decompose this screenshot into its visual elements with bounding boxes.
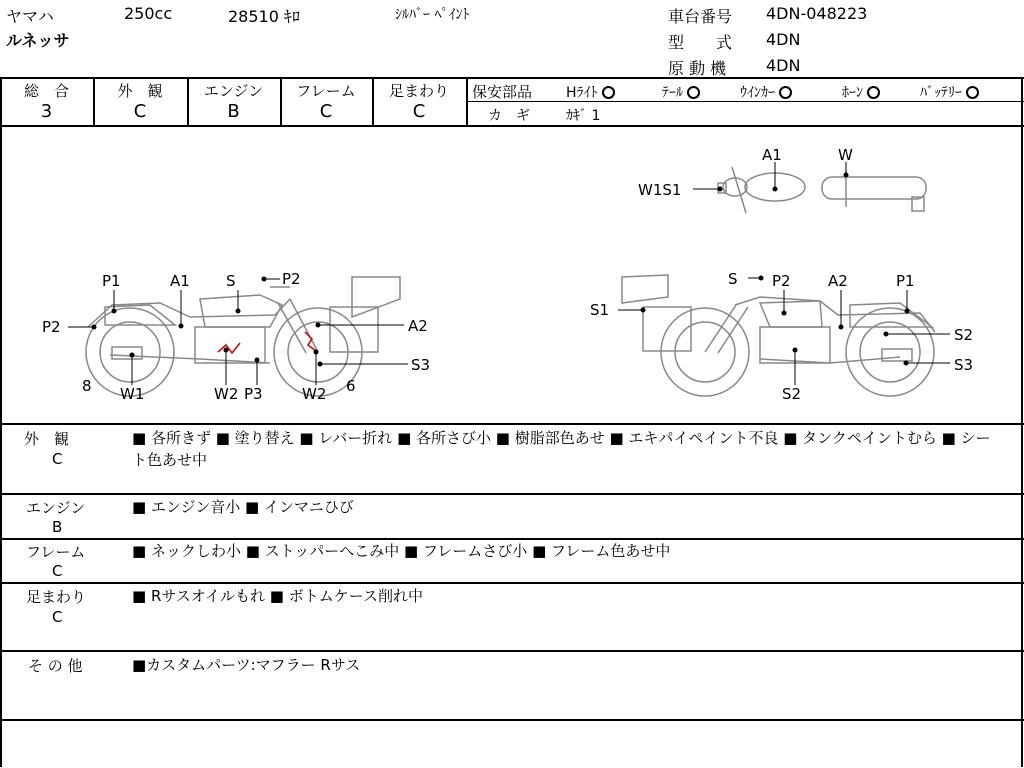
remark-label: 足まわり xyxy=(26,588,87,606)
grade-value-overall: 3 xyxy=(40,101,53,122)
safety-item-label: ﾃｰﾙ xyxy=(662,85,683,101)
safety-item-winker xyxy=(740,82,792,102)
damage-marks xyxy=(218,332,316,353)
remark-text: ■カスタムパーツ:マフラー Rサス xyxy=(132,656,361,674)
safety-item-label: ﾊﾞｯﾃﾘｰ xyxy=(920,85,962,101)
ok-circle-icon xyxy=(966,86,979,99)
remark-grade: C xyxy=(52,562,63,580)
key-label: カ ギ xyxy=(488,108,530,124)
engine-value: 4DN xyxy=(766,56,801,75)
safety-item-label: Hﾗｲﾄ xyxy=(566,85,598,101)
bike-right-view xyxy=(622,275,935,396)
remark-text: ■ Rサスオイルもれ ■ ボトムケース削れ中 xyxy=(132,587,423,605)
remark-grade: B xyxy=(52,518,63,536)
diagram-label: 6 xyxy=(346,377,356,395)
grade-label-suspension: 足まわり xyxy=(388,82,449,100)
key-value: ｶｷﾞ 1 xyxy=(566,108,601,124)
diagram-label: S2 xyxy=(954,326,974,344)
diagram-label: A1 xyxy=(170,272,190,290)
diagram-label: A1 xyxy=(762,146,782,164)
remark-text: ■ エンジン音小 ■ インマニひび xyxy=(132,498,354,516)
grade-value-exterior: C xyxy=(133,101,147,122)
grid-line xyxy=(466,77,468,125)
remark-text: ■ ネックしわ小 ■ ストッパーへこみ中 ■ フレームさび小 ■ フレーム色あせ中 xyxy=(132,542,671,560)
diagram-label: P1 xyxy=(102,272,121,290)
grid-line xyxy=(0,493,1024,495)
grade-label-engine: エンジン xyxy=(203,82,264,100)
remark-label: フレーム xyxy=(26,543,86,561)
diagram-label: A2 xyxy=(408,317,428,335)
model-name: ルネッサ xyxy=(6,31,70,50)
mileage: 28510 ｷﾛ xyxy=(228,7,300,26)
grid-line xyxy=(1021,77,1023,767)
leader-lines xyxy=(68,162,950,385)
diagram-label: 8 xyxy=(82,377,92,395)
diagram-label: S3 xyxy=(411,356,431,374)
diagram-label: S xyxy=(728,270,738,288)
safety-item-tail xyxy=(662,82,700,102)
diagram-label: W2 xyxy=(302,385,327,403)
safety-item-label: ｳｲﾝｶｰ xyxy=(740,85,775,101)
grid-line xyxy=(0,719,1024,721)
diagram-label: S3 xyxy=(954,356,974,374)
bike-top-view xyxy=(718,167,926,213)
grid-line xyxy=(0,423,1024,425)
remark-text: ■ 各所きず ■ 塗り替え ■ レバー折れ ■ 各所さび小 ■ 樹脂部色あせ ■ エキパイペイント不良 ■ タンクペイントむら ■ シート色あせ中 xyxy=(132,429,991,469)
grid-line xyxy=(0,650,1024,652)
safety-item-battery xyxy=(920,82,979,102)
ok-circle-icon xyxy=(867,86,880,99)
damage-diagram xyxy=(0,127,1020,423)
grade-value-suspension: C xyxy=(412,101,426,122)
safety-label: 保安部品 xyxy=(472,83,533,101)
diagram-label: W xyxy=(838,146,853,164)
diagram-label: P2 xyxy=(772,272,791,290)
diagram-label: P3 xyxy=(244,385,263,403)
diagram-label: W1 xyxy=(120,385,145,403)
grid-line xyxy=(0,582,1024,584)
remark-grade: C xyxy=(52,608,63,626)
frame-no-label: 車台番号 xyxy=(668,7,733,26)
diagram-label: P2 xyxy=(42,318,61,336)
safety-item-label: ﾎｰﾝ xyxy=(842,85,863,101)
grade-label-frame: フレーム xyxy=(296,82,356,100)
grid-line xyxy=(0,77,1024,79)
diagram-label: W1S1 xyxy=(638,181,682,199)
diagram-label: S1 xyxy=(590,301,610,319)
remark-grade: C xyxy=(52,450,63,468)
displacement: 250cc xyxy=(124,4,173,23)
diagram-label: W2 xyxy=(214,385,239,403)
grade-value-engine: B xyxy=(227,101,240,122)
diagram-label: S xyxy=(226,272,236,290)
ok-circle-icon xyxy=(602,86,615,99)
type-label: 型 式 xyxy=(668,33,733,52)
type-value: 4DN xyxy=(766,30,801,49)
ok-circle-icon xyxy=(779,86,792,99)
safety-item-horn xyxy=(842,82,880,102)
diagram-label: P1 xyxy=(896,272,915,290)
engine-label: 原 動 機 xyxy=(668,59,727,78)
grade-value-frame: C xyxy=(319,101,333,122)
diagram-label: A2 xyxy=(828,272,848,290)
grade-label-overall: 総 合 xyxy=(23,82,69,100)
diagram-label: P2 xyxy=(282,270,301,288)
safety-item-headlight xyxy=(566,82,615,102)
remark-label: 外 観 xyxy=(24,430,70,448)
remark-label: エンジン xyxy=(26,499,86,517)
maker-name: ヤマハ xyxy=(6,7,54,26)
color-name: ｼﾙﾊﾞｰ ﾍﾟｲﾝﾄ xyxy=(395,7,470,23)
frame-no-value: 4DN-048223 xyxy=(766,4,868,23)
grade-label-exterior: 外 観 xyxy=(117,82,163,100)
ok-circle-icon xyxy=(687,86,700,99)
remark-label: そ の 他 xyxy=(28,657,83,675)
diagram-label: S2 xyxy=(782,385,802,403)
